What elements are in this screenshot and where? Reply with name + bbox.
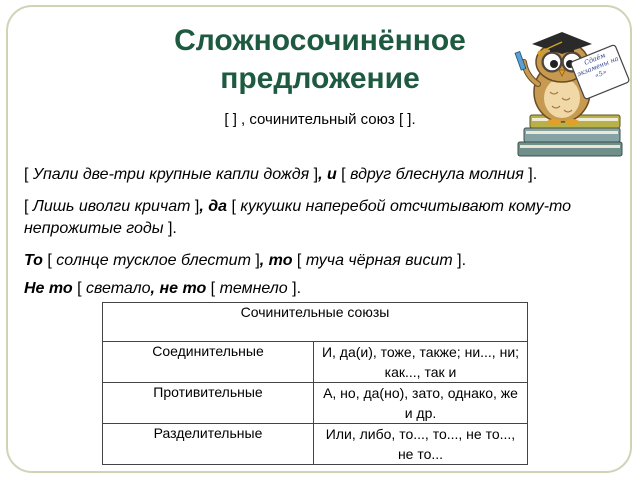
table-row [103,424,528,465]
example-1 [24,164,537,186]
bracket: ] [309,166,319,183]
bracket: [ [292,252,306,269]
table-row [103,383,528,424]
clause: Лишь иволги кричат [32,198,191,215]
conjunction: , не то [150,280,207,297]
conjunction: , да [199,198,228,215]
table-header-row [103,303,528,342]
bracket: ] [190,198,200,215]
title-line-2: предложение [220,62,420,95]
bracket: [ [24,198,33,215]
clause: вдруг блеснула молния [350,166,524,183]
bracket: [ [336,166,351,183]
bracket: ] [250,252,260,269]
bracket: ]. [523,166,538,183]
example-4 [24,278,301,300]
bracket: [ [206,280,220,297]
table-cell-list: Или, либо, то..., то..., не то..., не то... [314,424,528,465]
clause: солнце тусклое блестит [56,252,251,269]
conjunction: Не то [24,280,73,297]
conjunction: , и [318,166,337,183]
clause: Упали две-три крупные капли дождя [32,166,310,183]
scheme-formula: [ ] , сочинительный союз [ ]. [224,111,416,128]
bracket: ]. [452,252,467,269]
table-cell-list: И, да(и), тоже, также; ни..., ни; как..., так и [314,342,528,383]
table-cell-list: А, но, да(но), зато, однако, же и др. [314,383,528,424]
clause: светало [86,280,151,297]
bracket: [ [24,166,33,183]
conjunction: То [24,252,43,269]
table-cell-kind: Соединительные [103,342,314,383]
page-title [90,22,550,98]
bracket: [ [72,280,87,297]
clause: кукушки наперебой отсчитывают кому-то непрожитые годы [24,198,572,237]
example-2 [24,196,614,240]
table-row [103,342,528,383]
bracket: [ [227,198,241,215]
owl-with-books-illustration [510,14,632,166]
bracket: ]. [287,280,302,297]
conjunction: , то [259,252,293,269]
bracket: [ [42,252,57,269]
exam-sign-text: Сдаём экзамены на «5» [575,51,620,80]
title-line-1: Сложносочинённое [174,24,466,57]
table-cell-kind: Противительные [103,383,314,424]
clause: туча чёрная висит [305,252,453,269]
table-cell-kind: Разделительные [103,424,314,465]
table-header: Сочинительные союзы [103,303,528,342]
bracket: ]. [163,220,177,237]
example-3 [24,250,466,272]
clause: темнело [219,280,288,297]
conjunctions-table [102,302,528,465]
